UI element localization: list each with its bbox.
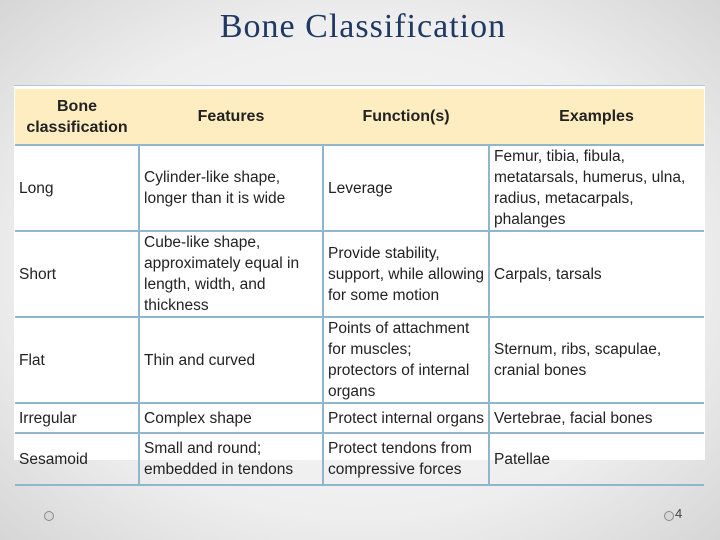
cell-classification: Sesamoid — [15, 433, 139, 485]
table-row — [15, 317, 704, 403]
cell-functions: Protect tendons from compressive forces — [323, 433, 489, 485]
cell-examples: Sternum, ribs, scapulae, cranial bones — [489, 317, 704, 403]
header-features: Features — [139, 89, 323, 145]
cell-classification: Irregular — [15, 403, 139, 433]
cell-examples: Vertebrae, facial bones — [489, 403, 704, 433]
header-functions: Function(s) — [323, 89, 489, 145]
cell-functions: Protect internal organs — [323, 403, 489, 433]
table-row — [15, 145, 704, 231]
cell-functions: Points of attachment for muscles; protectors of internal organs — [323, 317, 489, 403]
table-header-row — [15, 89, 704, 145]
table-row — [15, 403, 704, 433]
table-row — [15, 231, 704, 317]
header-examples: Examples — [489, 89, 704, 145]
cell-examples: Carpals, tarsals — [489, 231, 704, 317]
table-frame — [14, 85, 705, 478]
cell-features: Cylinder-like shape, longer than it is wide — [139, 145, 323, 231]
cell-functions: Provide stability, support, while allowing for some motion — [323, 231, 489, 317]
cell-classification: Short — [15, 231, 139, 317]
cell-classification: Long — [15, 145, 139, 231]
table-row — [15, 433, 704, 485]
cell-features: Complex shape — [139, 403, 323, 433]
bone-classification-table — [15, 89, 704, 486]
cell-functions: Leverage — [323, 145, 489, 231]
cell-examples: Femur, tibia, fibula, metatarsals, humerus, ulna, radius, metacarpals, phalanges — [489, 145, 704, 231]
cell-features: Cube-like shape, approximately equal in length, width, and thickness — [139, 231, 323, 317]
cell-features: Small and round; embedded in tendons — [139, 433, 323, 485]
footer-bullet-right-icon — [664, 511, 674, 521]
header-bone-classification: Bone classification — [15, 89, 139, 145]
cell-examples: Patellae — [489, 433, 704, 485]
footer-bullet-left-icon — [44, 511, 54, 521]
slide-title: Bone Classification — [219, 8, 507, 45]
cell-classification: Flat — [15, 317, 139, 403]
page-number: 4 — [675, 506, 683, 521]
cell-features: Thin and curved — [139, 317, 323, 403]
